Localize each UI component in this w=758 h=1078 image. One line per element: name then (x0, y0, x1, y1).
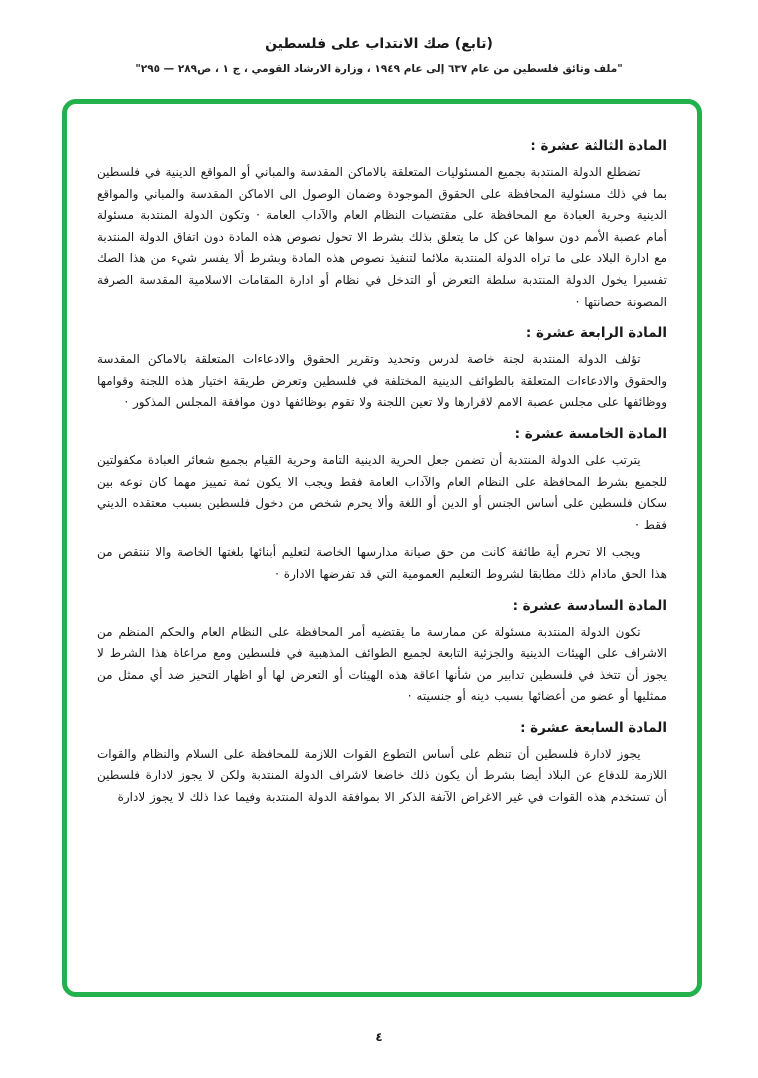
article-fourteenth (97, 325, 667, 414)
article-paragraph: يترتب على الدولة المنتدبة أن تضمن جعل الحرية الدينية التامة وحرية القيام بجميع شعائر العبادة مكفولتين للجميع بشرط المحافظة على النظام العام والآداب العامة فقط ويجب الا يكون ثمة تمييز مهما كان نوعه بين سكان فلسطين على أساس الجنس أو الدين أو اللغة وألا يحرم شخص من دخول فلسطين بسبب معتقده الديني فقط · (97, 452, 667, 532)
article-paragraph: يجوز لادارة فلسطين أن تنظم على أساس التطوع القوات اللازمة للمحافظة على السلام والنظام والقوات اللازمة للدفاع عن البلاد أيضا بشرط أن يكون ذلك خاضعا لاشراف الدولة المنتدبة ولكن لا يجوز لادارة فلسطين أن تستخدم هذه القوات في غير الاغراض الآنفة الذكر الا بموافقة الدولة المنتدبة وفيما عدا ذلك لا يجوز لادارة (97, 746, 667, 805)
article-paragraph: تكون الدولة المنتدبة مسئولة عن ممارسة ما يقتضيه أمر المحافظة على النظام العام والحكم المنظم من الاشراف على الهيئات الدينية والجزئية التابعة لجميع الطوائف المذهبية في فلسطين ومع مراعاة هذا الشرط لا يجوز أن تتخذ في فلسطين تدابير من شأنها اعاقة هذه الهيئات أو التعرض لها أو اظهار التحيز ضد أي ممثل من ممثليها أو عضو من أعضائها بسبب دينه أو جنسيته · (97, 624, 667, 704)
article-thirteenth (97, 138, 667, 313)
article-heading: المادة الثالثة عشرة : (530, 138, 667, 154)
article-paragraph: تضطلع الدولة المنتدبة بجميع المسئوليات المتعلقة بالاماكن المقدسة والمباني أو المواقع الدينية في فلسطين بما في ذلك مسئولية المحافظة على الحقوق الموجودة وضمان الوصول الى الاماكن المقدسة والمباني والمواقع الدينية وحرية العبادة مع المحافظة على مقتضيات النظام العام والآداب العامة · وتكون الدولة المنتدبة مسئولة أمام عصبة الأمم دون سواها عن كل ما يتعلق بذلك بشرط الا تحول نصوص هذه المادة دون اتفاق الدولة المنتدبة مع ادارة البلاد على ما تراه الدولة المنتدبة ملائما لتنفيذ نصوص هذه المادة وبشرط ألا يفسر شيء من هذا الصك تفسيرا يخول الدولة المنتدبة سلطة التعرض أو التدخل في نظام أو ادارة المقامات الاسلامية المقدسة الصرفة المصونة حصانتها · (97, 165, 667, 309)
page-subtitle: "ملف وثائق فلسطين من عام ٦٣٧ إلى عام ١٩٤٩ ، وزارة الارشاد القومي ، ج ١ ، ص٢٨٩ — ٢٩٥" (135, 63, 623, 75)
article-fifteenth (97, 426, 667, 586)
document-header (0, 0, 758, 75)
article-paragraph: تؤلف الدولة المنتدبة لجنة خاصة لدرس وتحديد وتقرير الحقوق والادعاءات المتعلقة بالاماكن المقدسة والحقوق والادعاءات المتعلقة بالطوائف الدينية المختلفة في فلسطين وتعرض طريقة اختيار هذه اللجنة وقوامها ووظائفها على مجلس عصبة الامم لاقرارها ولا تعين اللجنة ولا تقوم بوظائفها دون موافقة المجلس المذكور · (97, 352, 667, 410)
article-seventeenth (97, 720, 667, 809)
article-heading: المادة السابعة عشرة : (520, 719, 667, 736)
page-title: (تابع) صك الانتداب على فلسطين (265, 36, 493, 52)
content-border-box (62, 99, 702, 997)
article-paragraph: ويجب الا تحرم أية طائفة كانت من حق صيانة مدارسها الخاصة لتعليم أبنائها بلغتها الخاصة والا تنتقص من هذا الحق مادام ذلك مطابقا لشروط التعليم العمومية التي قد تفرضها الادارة · (97, 545, 667, 581)
article-heading: المادة الرابعة عشرة : (525, 325, 667, 342)
article-heading: المادة الخامسة عشرة : (514, 425, 667, 442)
article-sixteenth (97, 598, 667, 708)
page-number: ٤ (375, 1030, 383, 1044)
article-heading: المادة السادسة عشرة : (512, 597, 667, 614)
